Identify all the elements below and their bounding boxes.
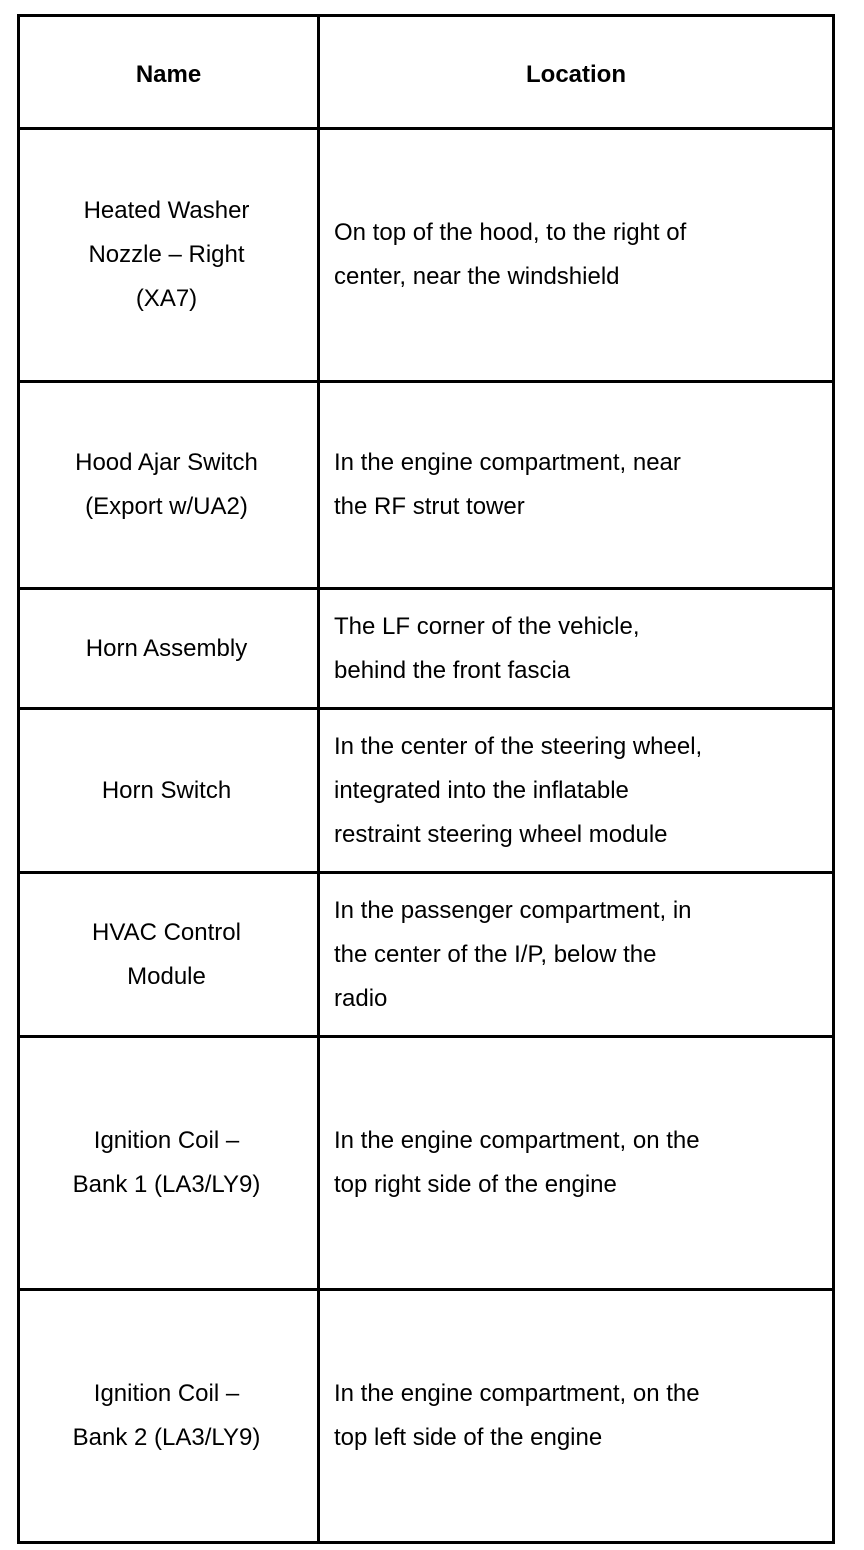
- cell-name: [19, 589, 319, 709]
- table-row: [19, 129, 834, 382]
- cell-name: [19, 873, 319, 1037]
- location-text: On top of the hood, to the right of center, near the windshield: [334, 219, 687, 290]
- table-body: [19, 129, 834, 1543]
- location-text: The LF corner of the vehicle, behind the front fascia: [334, 612, 640, 684]
- table-row: [19, 589, 834, 709]
- cell-name: [19, 382, 319, 589]
- header-row: [19, 16, 834, 129]
- name-text: Heated Washer Nozzle – Right (XA7): [83, 197, 250, 312]
- name-text: Ignition Coil – Bank 2 (LA3/LY9): [72, 1380, 261, 1451]
- name-text: Hood Ajar Switch (Export w/UA2): [75, 449, 258, 520]
- cell-location: [319, 1290, 834, 1543]
- cell-name: [19, 1037, 319, 1290]
- header-location: Location: [319, 16, 834, 129]
- header-name: Name: [19, 16, 319, 129]
- table-row: [19, 1290, 834, 1543]
- table-row: [19, 382, 834, 589]
- location-text: In the engine compartment, on the top left side of the engine: [334, 1380, 700, 1451]
- cell-location: [319, 589, 834, 709]
- table-row: [19, 709, 834, 873]
- name-text: Horn Assembly: [85, 634, 248, 662]
- location-text: In the center of the steering wheel, integrated into the inflatable restraint steering wheel module: [334, 732, 703, 848]
- cell-location: [319, 382, 834, 589]
- component-location-table-wrapper: [17, 14, 832, 1544]
- cell-name: [19, 129, 319, 382]
- location-text: In the passenger compartment, in the center of the I/P, below the radio: [334, 896, 692, 1012]
- table-header: [19, 16, 834, 129]
- cell-location: [319, 129, 834, 382]
- cell-name: [19, 1290, 319, 1543]
- name-text: Horn Switch: [101, 776, 232, 804]
- cell-location: [319, 1037, 834, 1290]
- table-row: [19, 873, 834, 1037]
- component-location-table: [17, 14, 835, 1544]
- name-text: Ignition Coil – Bank 1 (LA3/LY9): [72, 1127, 261, 1198]
- table-row: [19, 1037, 834, 1290]
- cell-location: [319, 873, 834, 1037]
- location-text: In the engine compartment, near the RF strut tower: [334, 449, 681, 520]
- cell-location: [319, 709, 834, 873]
- name-text: HVAC Control Module: [92, 918, 241, 990]
- cell-name: [19, 709, 319, 873]
- location-text: In the engine compartment, on the top right side of the engine: [334, 1127, 700, 1198]
